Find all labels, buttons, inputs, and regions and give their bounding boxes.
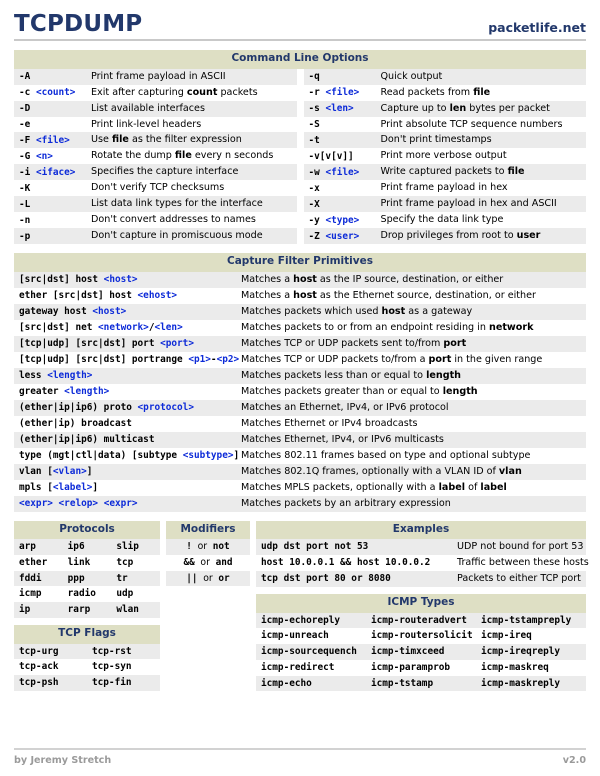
cli-description: Print frame payload in hex: [376, 180, 587, 196]
icmp-type-name: icmp-routeradvert: [366, 613, 476, 629]
cli-description: Print absolute TCP sequence numbers: [376, 117, 587, 133]
section-heading-examples: Examples: [256, 521, 586, 540]
cli-option: -r <file>: [304, 85, 376, 101]
table-row: [14, 602, 160, 618]
cli-option: -w <file>: [304, 164, 376, 180]
cli-options-table-right: [304, 69, 587, 245]
cli-option: -F <file>: [14, 132, 86, 148]
table-row: [304, 196, 587, 212]
table-row: [14, 539, 160, 555]
table-row: [304, 85, 587, 101]
table-row: [14, 644, 160, 660]
section-heading-protocols: Protocols: [14, 521, 160, 540]
filter-description: Matches MPLS packets, optionally with a label of label: [236, 480, 586, 496]
cli-option: -n: [14, 212, 86, 228]
table-row: [14, 180, 297, 196]
footer: [14, 748, 586, 766]
protocol-name: fddi: [14, 571, 63, 587]
protocol-name: icmp: [14, 586, 63, 602]
site-link[interactable]: packetlife.net: [488, 19, 586, 35]
table-row: [14, 464, 586, 480]
cli-option: -e: [14, 117, 86, 133]
table-row: [14, 85, 297, 101]
filter-description: Matches packets which used host as a gateway: [236, 304, 586, 320]
capture-filter-table: [14, 272, 586, 512]
page-title: TCPDUMP: [14, 11, 143, 37]
example-command: udp dst port not 53: [256, 539, 452, 555]
filter-description: Matches a host as the Ethernet source, destination, or either: [236, 288, 586, 304]
cli-description: Write captured packets to file: [376, 164, 587, 180]
filter-syntax: vlan [<vlan>]: [14, 464, 236, 480]
icmp-type-name: icmp-ireq: [476, 628, 586, 644]
table-row: [304, 101, 587, 117]
filter-description: Matches an Ethernet, IPv4, or IPv6 protocol: [236, 400, 586, 416]
table-row: [166, 571, 250, 587]
filter-syntax: greater <length>: [14, 384, 236, 400]
protocol-name: ether: [14, 555, 63, 571]
table-row: [14, 69, 297, 85]
cli-description: Print frame payload in ASCII: [86, 69, 297, 85]
example-command: host 10.0.0.1 && host 10.0.0.2: [256, 555, 452, 571]
icmp-type-name: icmp-maskreply: [476, 676, 586, 692]
filter-syntax: (ether|ip) broadcast: [14, 416, 236, 432]
cli-option: -y <type>: [304, 212, 376, 228]
table-row: [14, 432, 586, 448]
icmp-type-name: icmp-timxceed: [366, 644, 476, 660]
table-row: [14, 480, 586, 496]
icmp-type-name: icmp-routersolicit: [366, 628, 476, 644]
cli-description: Don't verify TCP checksums: [86, 180, 297, 196]
cli-option: -S: [304, 117, 376, 133]
icmp-type-name: icmp-tstampreply: [476, 613, 586, 629]
example-description: Traffic between these hosts: [452, 555, 586, 571]
filter-syntax: [tcp|udp] [src|dst] port <port>: [14, 336, 236, 352]
table-row: [304, 132, 587, 148]
cli-options-table-left: [14, 69, 297, 245]
section-heading-tcp-flags: TCP Flags: [14, 625, 160, 644]
icmp-types-table: [256, 613, 586, 692]
cli-option: -i <iface>: [14, 164, 86, 180]
protocol-name: link: [63, 555, 112, 571]
modifiers-column: [166, 521, 250, 587]
filter-syntax: (ether|ip|ip6) multicast: [14, 432, 236, 448]
protocol-name: udp: [111, 586, 160, 602]
filter-description: Matches Ethernet or IPv4 broadcasts: [236, 416, 586, 432]
table-row: [304, 69, 587, 85]
filter-syntax: mpls [<label>]: [14, 480, 236, 496]
table-row: [14, 675, 160, 691]
filter-description: Matches 802.11 frames based on type and optional subtype: [236, 448, 586, 464]
table-row: [14, 288, 586, 304]
table-row: [14, 586, 160, 602]
cli-description: Exit after capturing count packets: [86, 85, 297, 101]
protocols-table: [14, 539, 160, 618]
cli-option: -D: [14, 101, 86, 117]
cli-option: -A: [14, 69, 86, 85]
footer-author: by Jeremy Stretch: [14, 755, 112, 766]
table-row: [256, 571, 586, 587]
filter-description: Matches packets less than or equal to length: [236, 368, 586, 384]
table-row: [14, 571, 160, 587]
filter-syntax: [src|dst] net <network>/<len>: [14, 320, 236, 336]
table-row: [14, 196, 297, 212]
table-row: [14, 368, 586, 384]
cli-description: List data link types for the interface: [86, 196, 297, 212]
table-row: [256, 613, 586, 629]
table-row: [14, 352, 586, 368]
table-row: [256, 644, 586, 660]
modifier-pair: || or or: [166, 571, 250, 587]
cli-option: -c <count>: [14, 85, 86, 101]
section-heading-capture-filter-primitives: Capture Filter Primitives: [14, 253, 586, 272]
cli-description: Print link-level headers: [86, 117, 297, 133]
cli-description: Quick output: [376, 69, 587, 85]
cli-description: Don't capture in promiscuous mode: [86, 228, 297, 244]
table-row: [14, 400, 586, 416]
filter-description: Matches packets by an arbitrary expression: [236, 496, 586, 512]
cli-description: Don't convert addresses to names: [86, 212, 297, 228]
table-row: [14, 117, 297, 133]
icmp-type-name: icmp-tstamp: [366, 676, 476, 692]
protocol-name: radio: [63, 586, 112, 602]
protocol-name: wlan: [111, 602, 160, 618]
table-row: [14, 212, 297, 228]
table-row: [14, 304, 586, 320]
table-row: [166, 539, 250, 555]
tcp-flag-name: tcp-urg: [14, 644, 87, 660]
table-row: [304, 117, 587, 133]
table-row: [256, 660, 586, 676]
filter-syntax: gateway host <host>: [14, 304, 236, 320]
icmp-type-name: icmp-paramprob: [366, 660, 476, 676]
command-line-options-section: [14, 50, 586, 244]
filter-syntax: <expr> <relop> <expr>: [14, 496, 236, 512]
cli-option: -q: [304, 69, 376, 85]
cli-option: -x: [304, 180, 376, 196]
table-row: [304, 180, 587, 196]
filter-syntax: ether [src|dst] host <ehost>: [14, 288, 236, 304]
filter-description: Matches a host as the IP source, destination, or either: [236, 272, 586, 288]
table-row: [14, 228, 297, 244]
table-row: [256, 628, 586, 644]
table-row: [14, 384, 586, 400]
cli-description: Print frame payload in hex and ASCII: [376, 196, 587, 212]
examples-table: [256, 539, 589, 587]
modifier-pair: && or and: [166, 555, 250, 571]
icmp-type-name: icmp-echoreply: [256, 613, 366, 629]
filter-description: Matches 802.1Q frames, optionally with a VLAN ID of vlan: [236, 464, 586, 480]
cli-option: -p: [14, 228, 86, 244]
table-row: [14, 272, 586, 288]
table-row: [256, 676, 586, 692]
table-row: [14, 101, 297, 117]
filter-description: Matches packets to or from an endpoint residing in network: [236, 320, 586, 336]
cli-description: List available interfaces: [86, 101, 297, 117]
icmp-type-name: icmp-redirect: [256, 660, 366, 676]
tcp-flag-name: tcp-ack: [14, 659, 87, 675]
modifier-pair: ! or not: [166, 539, 250, 555]
modifiers-table: [166, 539, 250, 586]
tcp-flag-name: tcp-syn: [87, 659, 160, 675]
filter-description: Matches packets greater than or equal to length: [236, 384, 586, 400]
table-row: [304, 164, 587, 180]
table-row: [14, 148, 297, 164]
cli-option: -K: [14, 180, 86, 196]
protocol-name: ip6: [63, 539, 112, 555]
filter-syntax: less <length>: [14, 368, 236, 384]
cli-description: Read packets from file: [376, 85, 587, 101]
icmp-type-name: icmp-echo: [256, 676, 366, 692]
cli-description: Drop privileges from root to user: [376, 228, 587, 244]
tcp-flag-name: tcp-rst: [87, 644, 160, 660]
section-heading-modifiers: Modifiers: [166, 521, 250, 540]
cli-description: Don't print timestamps: [376, 132, 587, 148]
examples-and-icmp-column: [256, 521, 589, 692]
protocol-name: tr: [111, 571, 160, 587]
filter-description: Matches TCP or UDP packets to/from a port in the given range: [236, 352, 586, 368]
table-row: [256, 555, 586, 571]
cli-description: Capture up to len bytes per packet: [376, 101, 587, 117]
cli-description: Specifies the capture interface: [86, 164, 297, 180]
table-row: [14, 416, 586, 432]
example-description: UDP not bound for port 53: [452, 539, 586, 555]
section-heading-command-line-options: Command Line Options: [14, 50, 586, 69]
cli-description: Specify the data link type: [376, 212, 587, 228]
protocol-name: ip: [14, 602, 63, 618]
icmp-type-name: icmp-sourcequench: [256, 644, 366, 660]
cli-option: -Z <user>: [304, 228, 376, 244]
table-row: [14, 555, 160, 571]
table-row: [14, 336, 586, 352]
example-command: tcp dst port 80 or 8080: [256, 571, 452, 587]
filter-syntax: [src|dst] host <host>: [14, 272, 236, 288]
table-row: [14, 448, 586, 464]
protocol-name: ppp: [63, 571, 112, 587]
filter-syntax: (ether|ip|ip6) proto <protocol>: [14, 400, 236, 416]
filter-description: Matches TCP or UDP packets sent to/from port: [236, 336, 586, 352]
protocols-column: [14, 521, 160, 691]
table-row: [14, 164, 297, 180]
cli-option: -s <len>: [304, 101, 376, 117]
filter-description: Matches Ethernet, IPv4, or IPv6 multicasts: [236, 432, 586, 448]
table-row: [14, 320, 586, 336]
protocol-name: slip: [111, 539, 160, 555]
capture-filter-primitives-section: [14, 253, 586, 511]
filter-syntax: [tcp|udp] [src|dst] portrange <p1>-<p2>: [14, 352, 236, 368]
tcp-flag-name: tcp-psh: [14, 675, 87, 691]
cli-option: -L: [14, 196, 86, 212]
protocol-name: arp: [14, 539, 63, 555]
tcp-flag-name: tcp-fin: [87, 675, 160, 691]
protocol-name: tcp: [111, 555, 160, 571]
cli-option: -v[v[v]]: [304, 148, 376, 164]
bottom-section: [14, 521, 589, 692]
table-row: [166, 555, 250, 571]
icmp-type-name: icmp-unreach: [256, 628, 366, 644]
table-row: [304, 228, 587, 244]
filter-syntax: type (mgt|ctl|data) [subtype <subtype>]: [14, 448, 236, 464]
cli-description: Rotate the dump file every n seconds: [86, 148, 297, 164]
table-row: [14, 659, 160, 675]
table-row: [14, 132, 297, 148]
cli-description: Print more verbose output: [376, 148, 587, 164]
table-row: [304, 212, 587, 228]
table-row: [304, 148, 587, 164]
cli-option: -X: [304, 196, 376, 212]
icmp-type-name: icmp-maskreq: [476, 660, 586, 676]
example-description: Packets to either TCP port: [452, 571, 586, 587]
table-row: [14, 496, 586, 512]
icmp-type-name: icmp-ireqreply: [476, 644, 586, 660]
protocol-name: rarp: [63, 602, 112, 618]
table-row: [256, 539, 586, 555]
tcp-flags-table: [14, 644, 160, 691]
cli-option: -G <n>: [14, 148, 86, 164]
section-heading-icmp-types: ICMP Types: [256, 594, 586, 613]
cli-option: -t: [304, 132, 376, 148]
cli-description: Use file as the filter expression: [86, 132, 297, 148]
footer-version: v2.0: [562, 755, 586, 766]
masthead: [14, 0, 586, 41]
